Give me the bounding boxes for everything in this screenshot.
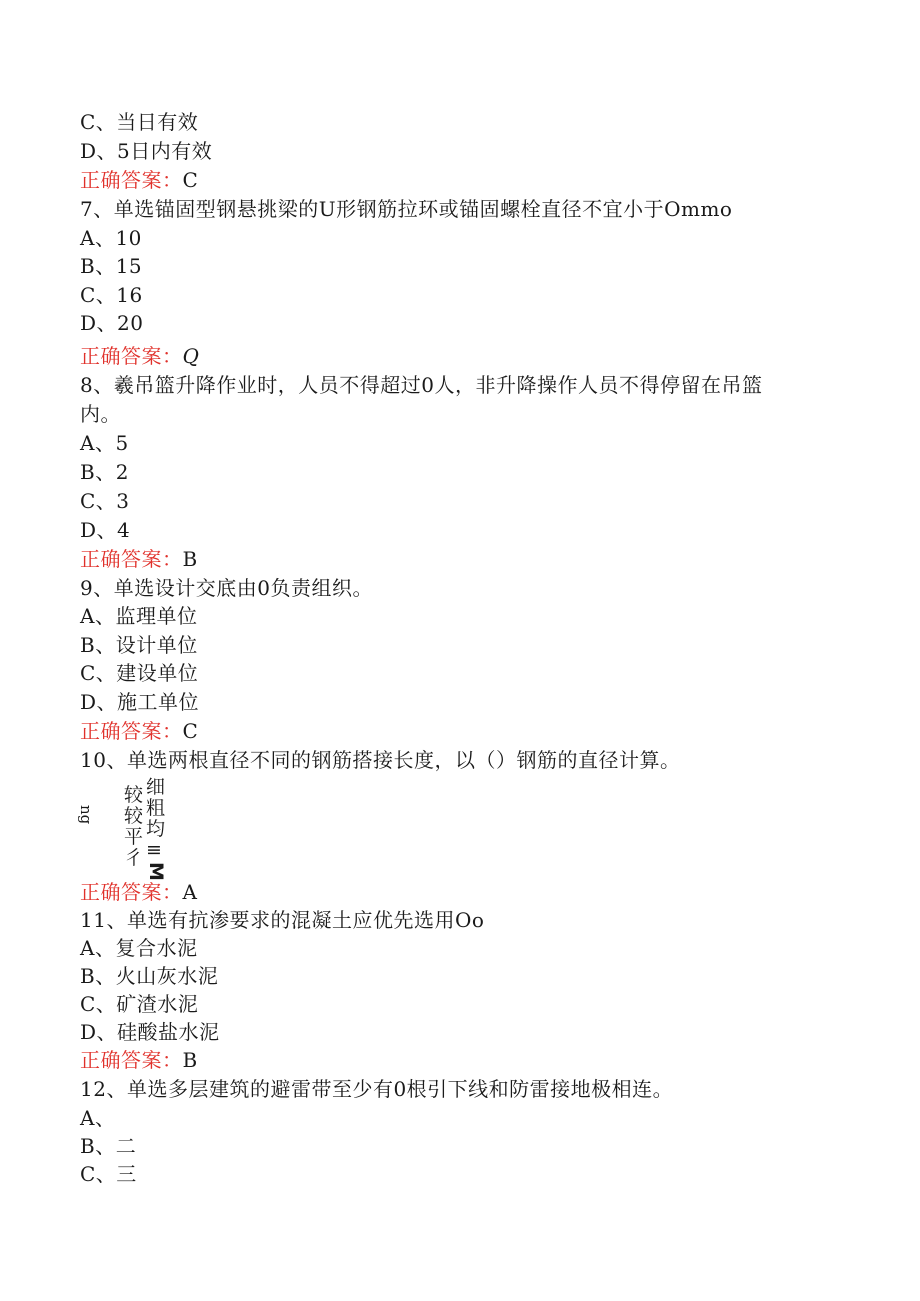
option-b: B、火山灰水泥 xyxy=(80,964,219,988)
garbled-char: 彳 xyxy=(124,847,144,869)
answer-label: 正确答案： xyxy=(80,168,183,192)
answer-label: 正确答案： xyxy=(80,344,183,368)
question-7: 7、单选锚固型钢悬挑梁的U形钢筋拉环或锚固螺栓直径不宜小于Ommo xyxy=(80,197,733,221)
garbled-char: ≡ xyxy=(146,839,162,861)
option-c: C、16 xyxy=(80,283,143,307)
garbled-column-right xyxy=(145,776,168,882)
question-10: 10、单选两根直径不同的钢筋搭接长度，以（）钢筋的直径计算。 xyxy=(80,748,681,772)
option-d: D、20 xyxy=(80,311,144,335)
option-a: A、5 xyxy=(80,431,129,455)
question-11: 11、单选有抗渗要求的混凝土应优先选用Oo xyxy=(80,908,485,932)
answer-value: C xyxy=(182,719,199,743)
answer-label: 正确答案： xyxy=(80,880,183,904)
option-c: C、三 xyxy=(80,1162,137,1186)
option-c: C、3 xyxy=(80,489,130,513)
option-a: A、复合水泥 xyxy=(80,936,198,960)
garbled-mark: ng xyxy=(77,805,95,825)
option-d: D、4 xyxy=(80,518,131,542)
answer-value: B xyxy=(182,547,198,571)
answer-line xyxy=(80,344,199,368)
option-c: C、当日有效 xyxy=(80,110,199,134)
answer-value: C xyxy=(182,168,199,192)
garbled-char: 较 xyxy=(124,784,144,806)
answer-value: B xyxy=(182,1048,198,1072)
garbled-char: 细 xyxy=(146,776,166,798)
option-a: A、 xyxy=(80,1106,116,1130)
garbled-char: 粗 xyxy=(146,797,166,819)
answer-label: 正确答案： xyxy=(80,547,183,571)
answer-line xyxy=(80,880,197,904)
question-12: 12、单选多层建筑的避雷带至少有0根引下线和防雷接地极相连。 xyxy=(80,1077,674,1101)
option-b: B、设计单位 xyxy=(80,633,198,657)
garbled-column-left xyxy=(124,785,143,869)
question-8: 8、羲吊篮升降作业时，人员不得超过0人，非升降操作人员不得停留在吊篮 xyxy=(80,373,763,397)
answer-line xyxy=(80,168,198,192)
garbled-char: 平 xyxy=(124,826,144,848)
option-b: B、二 xyxy=(80,1134,137,1158)
option-b: B、2 xyxy=(80,460,129,484)
garbled-char: 较 xyxy=(124,805,144,827)
answer-label: 正确答案： xyxy=(80,1048,183,1072)
option-c: C、建设单位 xyxy=(80,661,199,685)
answer-line xyxy=(80,1048,198,1072)
option-a: A、监理单位 xyxy=(80,604,198,628)
answer-label: 正确答案： xyxy=(80,719,183,743)
answer-line xyxy=(80,547,198,571)
option-d: D、5日内有效 xyxy=(80,139,213,163)
question-8-continued: 内。 xyxy=(80,402,121,426)
answer-value: A xyxy=(182,880,198,904)
option-d: D、硅酸盐水泥 xyxy=(80,1020,220,1044)
option-d: D、施工单位 xyxy=(80,690,200,714)
answer-line xyxy=(80,719,198,743)
option-c: C、矿渣水泥 xyxy=(80,992,199,1016)
option-a: A、10 xyxy=(80,226,142,250)
answer-value: Q xyxy=(182,344,200,368)
garbled-char: M xyxy=(145,861,168,881)
option-b: B、15 xyxy=(80,254,143,278)
garbled-char: 均 xyxy=(146,818,166,840)
question-9: 9、单选设计交底由0负责组织。 xyxy=(80,576,373,600)
